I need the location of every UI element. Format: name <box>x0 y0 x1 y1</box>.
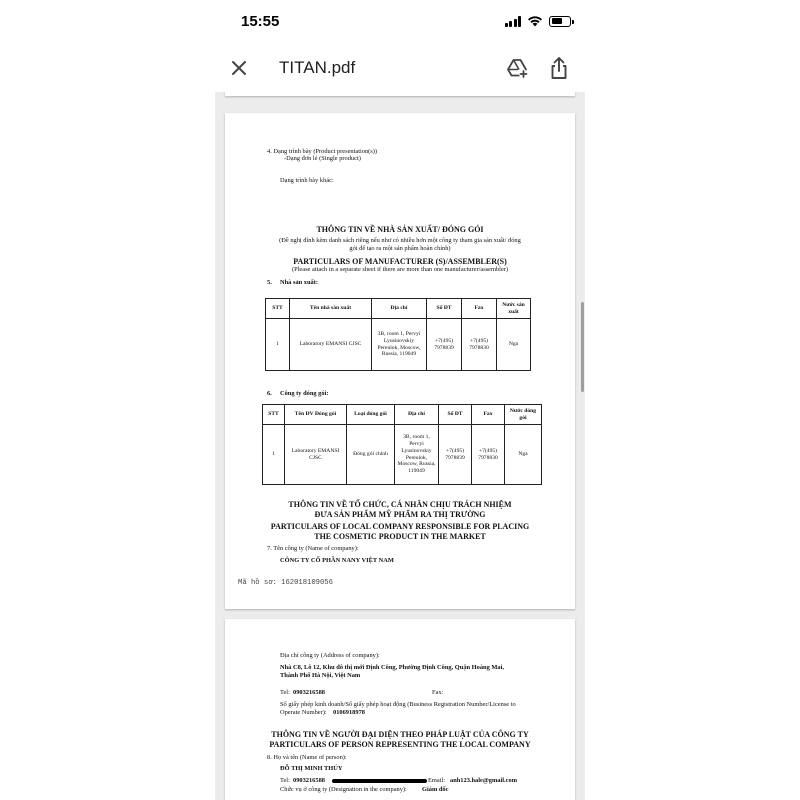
email-value: anh123.hale@gmail.com <box>450 777 518 784</box>
file-code: Mã hồ sơ: 162018109056 <box>238 579 333 587</box>
status-time: 15:55 <box>241 13 280 30</box>
table-row <box>266 319 531 371</box>
table-cell: +7(495) 7978830 <box>462 319 497 371</box>
responsible-org-title-en-1: PARTICULARS OF LOCAL COMPANY RESPONSIBLE FOR PLACING <box>270 522 530 531</box>
item5-number: 5. <box>267 279 272 286</box>
cellular-signal-icon <box>505 16 522 27</box>
pdf-page-1 <box>225 113 575 609</box>
table-header-cell: Số ĐT <box>439 405 472 425</box>
item8-person-name-label: 8. Họ và tên (Name of person): <box>267 754 347 761</box>
manufacturer-note-en: (Please attach in a separate sheet if there are more than one manufacturer/assembler) <box>291 266 509 273</box>
company-name: CÔNG TY CỔ PHẦN NANY VIỆT NAM <box>280 557 394 564</box>
table-cell: 3B, room 1, Pervyi Lyusinovskiy Pereulok, Moscow, Russia, 119049 <box>372 319 427 371</box>
item4-presentation-label: 4. Dạng trình bày (Product presentation(s)) <box>267 148 378 155</box>
item6-packager-label: Công ty đóng gói: <box>280 390 329 397</box>
status-bar <box>215 0 585 44</box>
add-to-drive-icon[interactable] <box>505 56 529 80</box>
battery-level <box>552 18 562 24</box>
license-label-line-2: Operate Number): <box>280 709 327 716</box>
table-cell: Laboratory EMANSI CJSC <box>285 425 347 485</box>
manufacturer-table <box>265 298 531 371</box>
table-header-cell: Nước đóng gói <box>505 405 542 425</box>
table-header-cell: STT <box>266 299 290 319</box>
table-cell: 1 <box>266 319 290 371</box>
battery-icon <box>549 16 571 27</box>
email-label: Email: <box>428 777 446 784</box>
table-header-row <box>266 299 531 319</box>
table-cell: 3B, room 1, Pervyi Lyusinovskiy Pereulok, Moscow, Russia, 119049 <box>395 425 439 485</box>
manufacturer-title-vi: THÔNG TIN VỀ NHÀ SẢN XUẤT/ ĐÓNG GÓI <box>316 225 484 234</box>
pdf-viewer[interactable] <box>215 92 585 800</box>
person-tel-value: 0903216588 <box>293 777 325 784</box>
scrollbar-thumb[interactable] <box>581 302 584 392</box>
redaction-mark <box>332 779 427 783</box>
position-value: Giám đốc <box>422 786 449 793</box>
license-label-line-1: Số giấy phép kinh doanh/Số giấy phép hoạt động (Business Registration Number/License to <box>280 701 516 708</box>
person-name: ĐỖ THỊ MINH THÚY <box>280 765 343 772</box>
document-title: TITAN.pdf <box>279 58 356 77</box>
table-header-cell: Địa chỉ <box>372 299 427 319</box>
table-cell: +7(495) 7978839 <box>427 319 462 371</box>
fax-label: Fax: <box>432 689 444 696</box>
manufacturer-note-vi-2: gói để tạo ra một sản phẩm hoàn chỉnh) <box>349 245 451 252</box>
item7-company-name-label: 7. Tên công ty (Name of company): <box>267 545 359 552</box>
table-cell: Laboratory EMANSI CJSC <box>290 319 372 371</box>
pdf-page-2 <box>225 619 575 800</box>
manufacturer-title-en: PARTICULARS OF MANUFACTURER (S)/ASSEMBLER(S) <box>293 257 507 266</box>
tel-label: Tel: <box>280 689 290 696</box>
table-cell: Nga <box>505 425 542 485</box>
table-cell: +7(495) 7978830 <box>472 425 505 485</box>
tel-value: 0903216588 <box>293 689 325 696</box>
table-header-cell: Fax <box>472 405 505 425</box>
responsible-org-title-vi-2: ĐƯA SẢN PHẨM MỸ PHẨM RA THỊ TRƯỜNG <box>314 510 486 519</box>
status-icons <box>505 15 572 27</box>
company-address-line-2: Thành Phố Hà Nội, Việt Nam <box>280 672 361 679</box>
table-header-cell: Tên nhà sản xuất <box>290 299 372 319</box>
table-header-cell: Loại đóng gói <box>347 405 395 425</box>
manufacturer-note-vi-1: (Đề nghị đính kèm danh sách riêng nếu như có nhiều hơn một công ty tham gia sản xuất/ đóng <box>279 237 521 244</box>
table-header-cell: Fax <box>462 299 497 319</box>
table-header-cell: Địa chỉ <box>395 405 439 425</box>
wifi-icon <box>527 15 543 27</box>
item6-number: 6. <box>267 390 272 397</box>
table-row <box>263 425 542 485</box>
item5-manufacturer-label: Nhà sản xuất: <box>280 279 318 286</box>
person-tel-label: Tel: <box>280 777 290 784</box>
table-cell: +7(495) 7978839 <box>439 425 472 485</box>
responsible-org-title-vi-1: THÔNG TIN VỀ TỔ CHỨC, CÁ NHÂN CHỊU TRÁCH NHIỆM <box>288 500 512 509</box>
company-address-label: Địa chỉ công ty (Address of company): <box>280 652 380 659</box>
responsible-org-title-en-2: THE COSMETIC PRODUCT IN THE MARKET <box>314 532 486 541</box>
app-header <box>215 44 585 92</box>
table-header-cell: STT <box>263 405 285 425</box>
packager-table <box>262 404 542 485</box>
representative-title-en: PARTICULARS OF PERSON REPRESENTING THE LOCAL COMPANY <box>269 740 531 749</box>
close-icon[interactable] <box>227 56 251 80</box>
pdf-page-previous <box>225 92 575 96</box>
item4-single-product: -Dạng đơn lẻ (Single product) <box>284 155 361 162</box>
table-header-row <box>263 405 542 425</box>
table-cell: 1 <box>263 425 285 485</box>
table-cell: Nga <box>497 319 531 371</box>
representative-title-vi: THÔNG TIN VỀ NGƯỜI ĐẠI DIỆN THEO PHÁP LUẬT CỦA CÔNG TY <box>271 730 529 739</box>
table-header-cell: Tên ĐV Đóng gói <box>285 405 347 425</box>
table-header-cell: Nước sản xuất <box>497 299 531 319</box>
table-cell: Đóng gói chính <box>347 425 395 485</box>
other-presentation-label: Dạng trình bày khác: <box>280 177 334 184</box>
license-number: 0106918978 <box>333 709 365 716</box>
position-label: Chức vụ ở công ty (Designation in the company): <box>280 786 407 793</box>
table-header-cell: Số ĐT <box>427 299 462 319</box>
company-address-line-1: Nhà C8, Lô 12, Khu đô thị mới Định Công, Phường Định Công, Quận Hoàng Mai, <box>280 664 504 671</box>
share-icon[interactable] <box>547 55 571 81</box>
